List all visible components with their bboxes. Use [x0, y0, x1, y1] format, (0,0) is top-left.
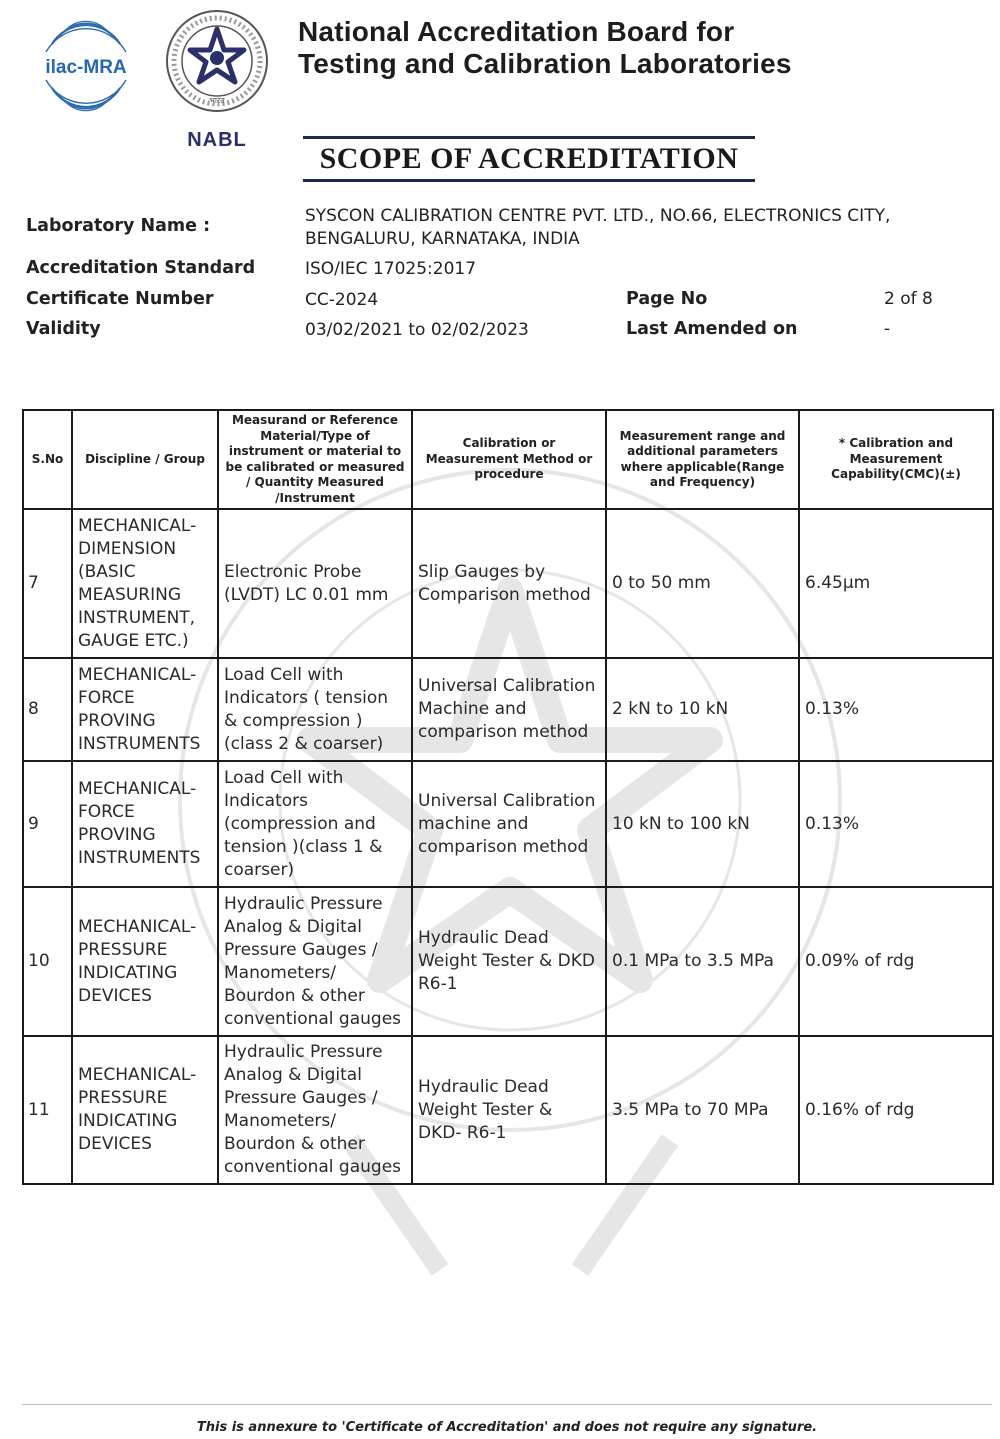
table-row	[23, 761, 993, 887]
lab-name-line1: SYSCON CALIBRATION CENTRE PVT. LTD., NO.66, ELECTRONICS CITY,	[305, 206, 891, 226]
table-row	[23, 509, 993, 658]
cell-measurand: Hydraulic Pressure Analog & Digital Pressure Gauges / Manometers/ Bourdon & other conventional gauges	[218, 1036, 412, 1184]
standard-value: ISO/IEC 17025:2017	[305, 259, 477, 279]
cell-cmc: 0.13%	[799, 761, 993, 887]
cell-sno: 9	[23, 761, 72, 887]
table-row	[23, 887, 993, 1036]
last-amended-value: -	[884, 319, 891, 339]
col-header-range: Measurement range and additional parameters where applicable(Range and Frequency)	[606, 410, 799, 509]
nabl-logo-text: NABL	[187, 129, 247, 151]
scope-title-frame	[303, 136, 755, 182]
col-header-cmc: * Calibration and Measurement Capability(CMC)(±)	[799, 410, 993, 509]
lab-name-value	[305, 205, 890, 251]
standard-label: Accreditation Standard	[26, 258, 256, 278]
scope-title: SCOPE OF ACCREDITATION	[319, 142, 739, 175]
cell-discipline: MECHANICAL- FORCE PROVING INSTRUMENTS	[72, 761, 218, 887]
board-title-line2: Testing and Calibration Laboratories	[298, 48, 792, 79]
nabl-seal-text: भारत	[209, 96, 225, 105]
col-header-sno: S.No	[23, 410, 72, 509]
lab-name-label: Laboratory Name :	[26, 216, 211, 236]
board-title	[298, 16, 792, 80]
cell-range: 0 to 50 mm	[606, 509, 799, 658]
scope-table	[22, 409, 994, 1185]
table-row	[23, 1036, 993, 1184]
ilac-mra-logo	[30, 14, 142, 118]
col-header-measurand: Measurand or Reference Material/Type of instrument or material to be calibrated or measured / Quantity Measured /Instrument	[218, 410, 412, 509]
cell-sno: 11	[23, 1036, 72, 1184]
page-no-label: Page No	[626, 289, 708, 309]
board-title-line1: National Accreditation Board for	[298, 16, 735, 47]
cell-method: Hydraulic Dead Weight Tester & DKD- R6-1	[412, 1036, 606, 1184]
cell-range: 3.5 MPa to 70 MPa	[606, 1036, 799, 1184]
cell-range: 0.1 MPa to 3.5 MPa	[606, 887, 799, 1036]
cell-discipline: MECHANICAL- PRESSURE INDICATING DEVICES	[72, 1036, 218, 1184]
cell-measurand: Load Cell with Indicators ( tension & compression )(class 2 & coarser)	[218, 658, 412, 761]
cell-method: Slip Gauges by Comparison method	[412, 509, 606, 658]
col-header-discipline: Discipline / Group	[72, 410, 218, 509]
cell-range: 2 kN to 10 kN	[606, 658, 799, 761]
cell-discipline: MECHANICAL- DIMENSION (BASIC MEASURING INSTRUMENT, GAUGE ETC.)	[72, 509, 218, 658]
validity-value: 03/02/2021 to 02/02/2023	[305, 320, 529, 340]
cell-sno: 7	[23, 509, 72, 658]
cell-sno: 8	[23, 658, 72, 761]
footer-divider	[22, 1404, 992, 1405]
cell-method: Hydraulic Dead Weight Tester & DKD R6-1	[412, 887, 606, 1036]
nabl-logo	[164, 5, 276, 155]
cell-cmc: 0.09% of rdg	[799, 887, 993, 1036]
cell-discipline: MECHANICAL- PRESSURE INDICATING DEVICES	[72, 887, 218, 1036]
page-no-value: 2 of 8	[884, 289, 933, 309]
lab-name-line2: BENGALURU, KARNATAKA, INDIA	[305, 229, 580, 249]
last-amended-label: Last Amended on	[626, 319, 798, 339]
table-row	[23, 658, 993, 761]
cell-measurand: Load Cell with Indicators (compression and tension )(class 1 & coarser)	[218, 761, 412, 887]
cell-discipline: MECHANICAL- FORCE PROVING INSTRUMENTS	[72, 658, 218, 761]
cell-cmc: 0.16% of rdg	[799, 1036, 993, 1184]
certificate-value: CC-2024	[305, 290, 379, 310]
cell-sno: 10	[23, 887, 72, 1036]
cell-cmc: 0.13%	[799, 658, 993, 761]
svg-text:ilac-MRA: ilac-MRA	[45, 57, 127, 78]
cell-measurand: Electronic Probe (LVDT) LC 0.01 mm	[218, 509, 412, 658]
cell-method: Universal Calibration machine and comparison method	[412, 761, 606, 887]
col-header-method: Calibration or Measurement Method or procedure	[412, 410, 606, 509]
cell-range: 10 kN to 100 kN	[606, 761, 799, 887]
table-header-row	[23, 410, 993, 509]
validity-label: Validity	[26, 319, 101, 339]
cell-method: Universal Calibration Machine and comparison method	[412, 658, 606, 761]
cell-cmc: 6.45µm	[799, 509, 993, 658]
cell-measurand: Hydraulic Pressure Analog & Digital Pressure Gauges / Manometers/ Bourdon & other conventional gauges	[218, 887, 412, 1036]
footer-note: This is annexure to 'Certificate of Accreditation' and does not require any signature.	[196, 1420, 818, 1435]
certificate-label: Certificate Number	[26, 289, 214, 309]
